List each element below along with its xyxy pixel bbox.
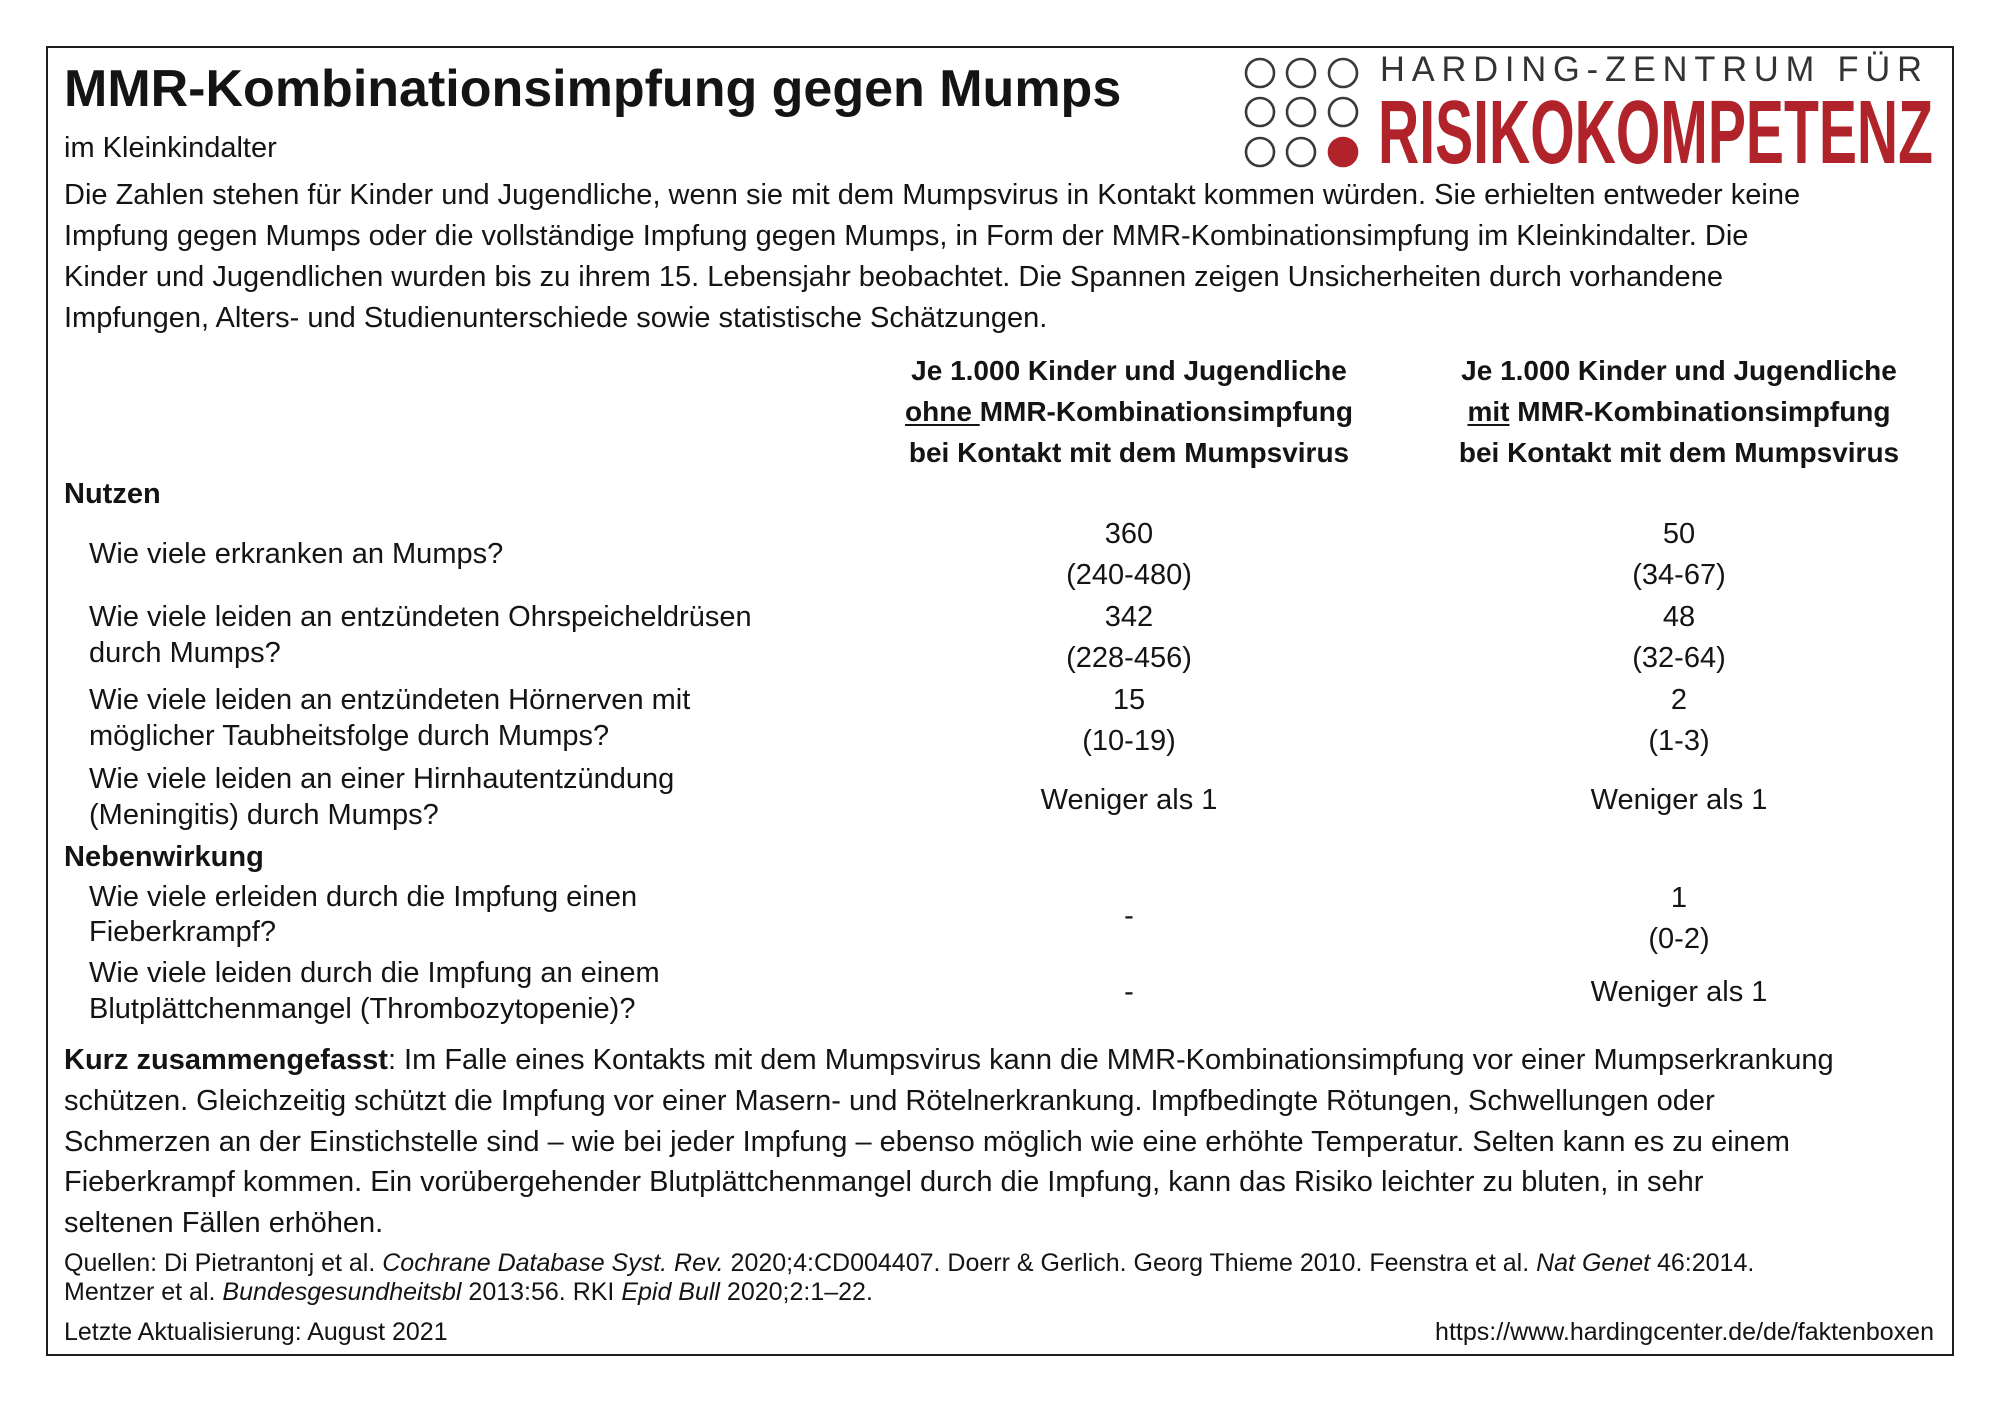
column-header-line: bei Kontakt mit dem Mumpsvirus (908, 437, 1350, 468)
logo-circle (1287, 98, 1315, 126)
column-header-line: Je 1.000 Kinder und Jugendliche (911, 355, 1347, 386)
range-without: (10-19) (1082, 725, 1176, 757)
value-without: Weniger als 1 (1040, 784, 1218, 816)
summary-text: : Im Falle eines Kontakts mit dem Mumpsvirus kann die MMR-Kombinationsimpfung vor einer Mumpserkrankung (387, 1044, 1834, 1076)
value-with: 48 (1662, 601, 1696, 633)
row-question: Wie viele leiden durch die Impfung an einem (89, 957, 660, 989)
source-journal: Bundesgesundheitsbl (222, 1278, 462, 1306)
row-question: Wie viele leiden an entzündeten Ohrspeicheldrüsen (89, 601, 752, 633)
value-without: - (1124, 976, 1134, 1008)
range-with: (32-64) (1632, 642, 1726, 674)
logo-circle-filled (1329, 138, 1357, 166)
value-without: 342 (1104, 601, 1154, 633)
source-text: 2020;2:1–22. (719, 1278, 873, 1306)
value-without: 360 (1104, 518, 1154, 550)
summary-line: Schmerzen an der Einstichstelle sind – wie bei jeder Impfung – ebenso möglich wie eine erhöhte Temperatur. Selten kann es zu einem (64, 1126, 1790, 1158)
row-question: Wie viele leiden an einer Hirnhautentzündung (89, 763, 675, 795)
logo-dots-icon (1243, 55, 1365, 175)
sources-line (64, 1248, 1754, 1278)
range-with: (1-3) (1648, 725, 1710, 757)
summary-line: schützen. Gleichzeitig schützt die Impfung vor einer Masern- und Rötelnerkrankung. Impfbedingte Rötungen, Schwellungen oder (64, 1085, 1715, 1117)
row-question: Blutplättchenmangel (Thrombozytopenie)? (89, 993, 636, 1025)
summary-label: Kurz zusammengefasst (64, 1044, 388, 1076)
range-with: (0-2) (1648, 923, 1710, 955)
value-without: - (1124, 900, 1134, 932)
range-with: (34-67) (1632, 559, 1726, 591)
sources-line (64, 1277, 873, 1307)
column-header-line (879, 392, 1379, 432)
logo-circle (1287, 138, 1315, 166)
logo-circle (1246, 138, 1274, 166)
source-journal: Epid Bull (621, 1278, 720, 1306)
value-without: 15 (1112, 684, 1146, 716)
page-title: MMR-Kombinationsimpfung gegen Mumps (64, 60, 1122, 118)
source-text: Quellen: Di Pietrantonj et al. (64, 1249, 383, 1277)
value-with: 2 (1670, 684, 1688, 716)
column-header-emphasis: mit (1467, 396, 1510, 427)
column-header-text: MMR-Kombinationsimpfung (979, 396, 1353, 427)
source-text: 2020;4:CD004407. Doerr & Gerlich. Georg Thieme 2010. Feenstra et al. (723, 1249, 1537, 1277)
summary-line (64, 1040, 1834, 1080)
value-with: 1 (1670, 882, 1688, 914)
logo-circle (1246, 98, 1274, 126)
intro-line: Impfung gegen Mumps oder die vollständige Impfung gegen Mumps, in Form der MMR-Kombinationsimpfung im Kleinkindalter. Die (64, 220, 1749, 252)
summary-line: seltenen Fällen erhöhen. (64, 1207, 384, 1239)
page-subtitle: im Kleinkindalter (64, 132, 277, 164)
source-text: 46:2014. (1650, 1249, 1755, 1277)
logo-wordmark: RISIKOKOMPETENZ (1378, 83, 1934, 183)
value-with: Weniger als 1 (1590, 976, 1768, 1008)
range-without: (240-480) (1066, 559, 1192, 591)
source-text: 2013:56. RKI (461, 1278, 622, 1306)
row-question: (Meningitis) durch Mumps? (89, 799, 439, 831)
column-header-emphasis: ohne (905, 396, 980, 427)
column-header-line (1429, 392, 1929, 432)
row-question: möglicher Taubheitsfolge durch Mumps? (89, 720, 610, 752)
section-heading-benefit: Nutzen (64, 478, 161, 510)
logo-circle (1329, 98, 1357, 126)
row-question: Wie viele erkranken an Mumps? (89, 538, 504, 570)
value-with: Weniger als 1 (1590, 784, 1768, 816)
column-header-line: Je 1.000 Kinder und Jugendliche (1461, 355, 1897, 386)
intro-line: Kinder und Jugendlichen wurden bis zu ihrem 15. Lebensjahr beobachtet. Die Spannen zeigen Unsicherheiten durch vorhandene (64, 261, 1723, 293)
source-text: Mentzer et al. (64, 1278, 223, 1306)
row-question: Wie viele leiden an entzündeten Hörnerven mit (89, 684, 691, 716)
row-question: Fieberkrampf? (89, 916, 276, 948)
row-question: durch Mumps? (89, 637, 281, 669)
logo-tagline: HARDING-ZENTRUM FÜR (1380, 50, 1929, 89)
source-journal: Nat Genet (1536, 1249, 1651, 1277)
last-updated: Letzte Aktualisierung: August 2021 (64, 1318, 448, 1346)
source-journal: Cochrane Database Syst. Rev. (382, 1249, 724, 1277)
logo-circle (1246, 59, 1274, 87)
range-without: (228-456) (1066, 642, 1192, 674)
row-question: Wie viele erleiden durch die Impfung einen (89, 881, 638, 913)
logo-circle (1329, 59, 1357, 87)
value-with: 50 (1662, 518, 1696, 550)
column-header-line: bei Kontakt mit dem Mumpsvirus (1458, 437, 1900, 468)
intro-line: Impfungen, Alters- und Studienunterschiede sowie statistische Schätzungen. (64, 302, 1048, 334)
summary-line: Fieberkrampf kommen. Ein vorübergehender Blutplättchenmangel durch die Impfung, kann das Risiko leichter zu bluten, in sehr (64, 1166, 1704, 1198)
source-url: https://www.hardingcenter.de/de/faktenboxen (1435, 1318, 1934, 1346)
intro-line: Die Zahlen stehen für Kinder und Jugendliche, wenn sie mit dem Mumpsvirus in Kontakt kommen würden. Sie erhielten entweder keine (64, 179, 1801, 211)
logo-circle (1287, 59, 1315, 87)
section-heading-side-effect: Nebenwirkung (64, 841, 264, 873)
column-header-text: MMR-Kombinationsimpfung (1509, 396, 1891, 427)
